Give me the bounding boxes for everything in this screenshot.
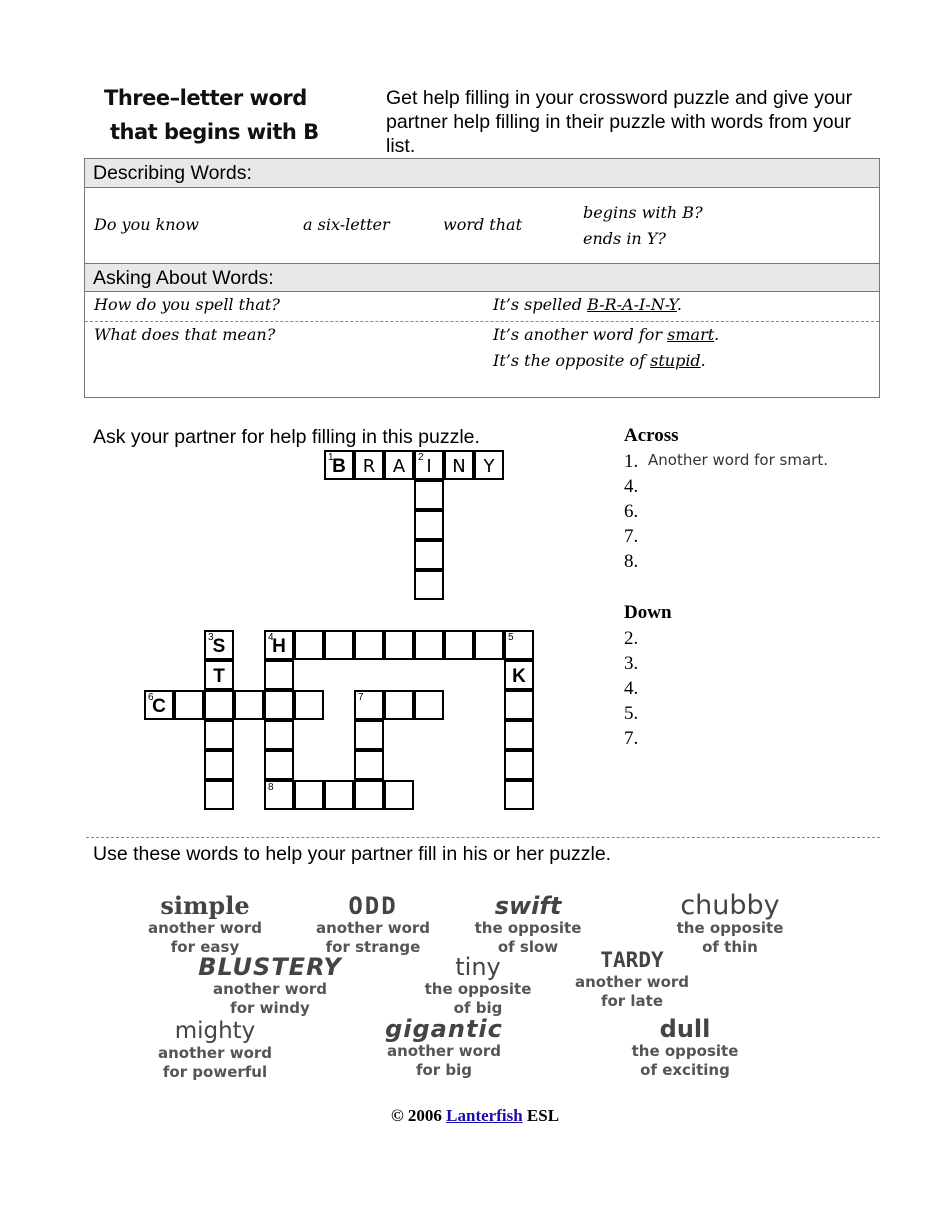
crossword-cell[interactable]	[204, 630, 234, 660]
crossword-cell[interactable]	[504, 750, 534, 780]
crossword-cell[interactable]	[384, 690, 414, 720]
word-bank-desc: another word	[574, 973, 690, 991]
crossword-cell[interactable]	[504, 630, 534, 660]
word-bank-desc: another word	[157, 1044, 273, 1062]
lanterfish-link[interactable]: Lanterfish	[446, 1106, 523, 1125]
crossword-cell[interactable]	[204, 720, 234, 750]
word-bank-word: gigantic	[385, 1015, 503, 1043]
crossword-cell[interactable]	[384, 630, 414, 660]
crossword-cell[interactable]	[414, 540, 444, 570]
word-bank-desc: the opposite	[424, 980, 532, 998]
across-clue-number: 6.	[624, 501, 639, 522]
word-bank-entry	[140, 893, 270, 957]
crossword-cell[interactable]	[354, 780, 384, 810]
word-bank-desc: for big	[415, 1061, 473, 1079]
crossword-cell[interactable]	[414, 450, 444, 480]
across-clue-number: 4.	[624, 476, 639, 497]
word-bank-word: dull	[659, 1015, 711, 1043]
intro-text: Get help filling in your crossword puzzle and give your partner help filling in their puzzle with words from your list.	[386, 87, 853, 157]
word-bank-word: chubby	[680, 890, 780, 921]
across-clue-text: Another word for smart.	[648, 451, 828, 469]
crossword-cell[interactable]	[294, 630, 324, 660]
answer-antonym: It’s the opposite of stupid.	[493, 351, 706, 370]
phrase-table	[84, 158, 880, 398]
crossword-cell[interactable]	[264, 630, 294, 660]
clue-number: 6	[148, 692, 154, 703]
cell-letter: A	[392, 456, 406, 477]
crossword-cell[interactable]	[144, 690, 174, 720]
cell-letter: N	[452, 456, 466, 477]
crossword-cell[interactable]	[354, 450, 384, 480]
crossword-cell[interactable]	[324, 450, 354, 480]
clue-number: 2	[418, 452, 424, 463]
section-divider	[86, 837, 880, 838]
word-bank-desc: another word	[212, 980, 328, 998]
crossword-cell[interactable]	[264, 690, 294, 720]
word-bank-word: tiny	[455, 953, 501, 981]
down-clue-number: 4.	[624, 678, 639, 699]
crossword-cell[interactable]	[354, 720, 384, 750]
cell-letter: S	[212, 636, 226, 657]
crossword-cell[interactable]	[444, 630, 474, 660]
crossword-cell[interactable]	[264, 750, 294, 780]
crossword-cell[interactable]	[174, 690, 204, 720]
word-bank-word: TARDY	[600, 948, 664, 972]
crossword-cell[interactable]	[324, 780, 354, 810]
cell-letter: B	[332, 456, 346, 477]
crossword-cell[interactable]	[204, 780, 234, 810]
cell-letter: C	[152, 696, 166, 717]
clue-number: 1	[328, 452, 334, 463]
word-bank-desc: of slow	[497, 938, 559, 956]
word-bank-word: simple	[160, 891, 250, 920]
clue-number: 7	[358, 692, 364, 703]
crossword-cell[interactable]	[384, 450, 414, 480]
word-bank-entry	[180, 954, 360, 1018]
describing-part-2: a six-letter	[303, 215, 390, 234]
word-bank-desc: of exciting	[640, 1061, 730, 1079]
down-clue-number: 7.	[624, 728, 639, 749]
word-bank-desc: the opposite	[676, 919, 784, 937]
across-clue-number: 1.	[624, 451, 639, 472]
word-bank-desc: another word	[386, 1042, 502, 1060]
crossword-cell[interactable]	[354, 630, 384, 660]
cell-letter: K	[512, 666, 526, 687]
crossword-cell[interactable]	[504, 720, 534, 750]
logo-line-2: that begins with B	[110, 120, 319, 144]
word-bank-word: BLUSTERY	[198, 953, 342, 981]
crossword-cell[interactable]	[504, 690, 534, 720]
crossword-cell[interactable]	[414, 510, 444, 540]
crossword-cell[interactable]	[504, 780, 534, 810]
crossword-cell[interactable]	[324, 630, 354, 660]
describing-part-1: Do you know	[94, 215, 199, 234]
crossword-cell[interactable]	[414, 630, 444, 660]
question-spell: How do you spell that?	[94, 295, 280, 314]
word-bank-desc: the opposite	[631, 1042, 739, 1060]
down-clue-number: 3.	[624, 653, 639, 674]
across-heading: Across	[624, 425, 679, 446]
crossword-cell[interactable]	[504, 660, 534, 690]
crossword-cell[interactable]	[474, 450, 504, 480]
crossword-cell[interactable]	[264, 720, 294, 750]
crossword-cell[interactable]	[294, 780, 324, 810]
cell-letter: I	[426, 456, 432, 477]
down-clue-number: 2.	[624, 628, 639, 649]
crossword-cell[interactable]	[204, 750, 234, 780]
describing-heading: Describing Words:	[85, 159, 879, 188]
crossword-cell[interactable]	[474, 630, 504, 660]
crossword-cell[interactable]	[234, 690, 264, 720]
word-bank-desc: for easy	[170, 938, 240, 956]
cell-letter: Y	[483, 456, 495, 477]
crossword-cell[interactable]	[204, 660, 234, 690]
cell-letter: R	[362, 456, 376, 477]
word-bank-entry	[468, 893, 588, 957]
word-bank-desc: the opposite	[474, 919, 582, 937]
word-bank-desc: for powerful	[162, 1063, 268, 1081]
answer-synonym: It’s another word for smart.	[493, 325, 720, 344]
crossword-cell[interactable]	[384, 780, 414, 810]
crossword-cell[interactable]	[354, 690, 384, 720]
word-bank-entry	[572, 947, 692, 1011]
word-bank-entry	[150, 1018, 280, 1082]
answer-spell: It’s spelled B-R-A-I-N-Y.	[493, 295, 682, 314]
describing-option-1: begins with B?	[583, 203, 703, 222]
word-bank-entry	[308, 893, 438, 957]
puzzle-caption: Ask your partner for help filling in this puzzle.	[93, 426, 480, 448]
word-bank-caption: Use these words to help your partner fill in his or her puzzle.	[93, 843, 612, 865]
down-heading: Down	[624, 602, 672, 623]
word-bank-desc: of big	[453, 999, 503, 1017]
word-bank-desc: for strange	[325, 938, 421, 956]
question-meaning: What does that mean?	[94, 325, 276, 344]
crossword-cell[interactable]	[414, 690, 444, 720]
word-bank-entry	[620, 1016, 750, 1080]
copyright-footer: © 2006 Lanterfish ESL	[390, 1106, 560, 1125]
crossword-cell[interactable]	[204, 690, 234, 720]
crossword-cell[interactable]	[414, 480, 444, 510]
crossword-cell[interactable]	[264, 660, 294, 690]
clue-number: 5	[508, 632, 514, 643]
logo-line-1: Three–letter word	[104, 86, 307, 110]
crossword-cell[interactable]	[264, 780, 294, 810]
down-clue-number: 5.	[624, 703, 639, 724]
word-bank-desc: another word	[315, 919, 431, 937]
word-bank-word: swift	[494, 892, 562, 920]
word-bank-word: mighty	[174, 1018, 256, 1044]
clue-number: 8	[268, 782, 274, 793]
describing-option-2: ends in Y?	[583, 229, 666, 248]
clue-number: 4	[268, 632, 274, 643]
word-bank-entry	[418, 954, 538, 1018]
word-bank-desc: of thin	[702, 938, 758, 956]
clue-number: 3	[208, 632, 214, 643]
cell-letter: H	[272, 636, 286, 657]
across-clue-number: 8.	[624, 551, 639, 572]
crossword-cell[interactable]	[444, 450, 474, 480]
row-divider	[85, 321, 879, 322]
describing-part-3: word that	[443, 215, 523, 234]
cell-letter: T	[213, 666, 225, 687]
across-clue-number: 7.	[624, 526, 639, 547]
crossword-cell[interactable]	[354, 750, 384, 780]
word-bank-desc: for late	[600, 992, 664, 1010]
word-bank-word: ODD	[348, 892, 398, 920]
word-bank-desc: for windy	[230, 999, 310, 1017]
crossword-cell[interactable]	[294, 690, 324, 720]
word-bank-entry	[374, 1016, 514, 1080]
crossword-cell[interactable]	[414, 570, 444, 600]
word-bank-desc: another word	[147, 919, 263, 937]
asking-heading: Asking About Words:	[85, 263, 879, 292]
